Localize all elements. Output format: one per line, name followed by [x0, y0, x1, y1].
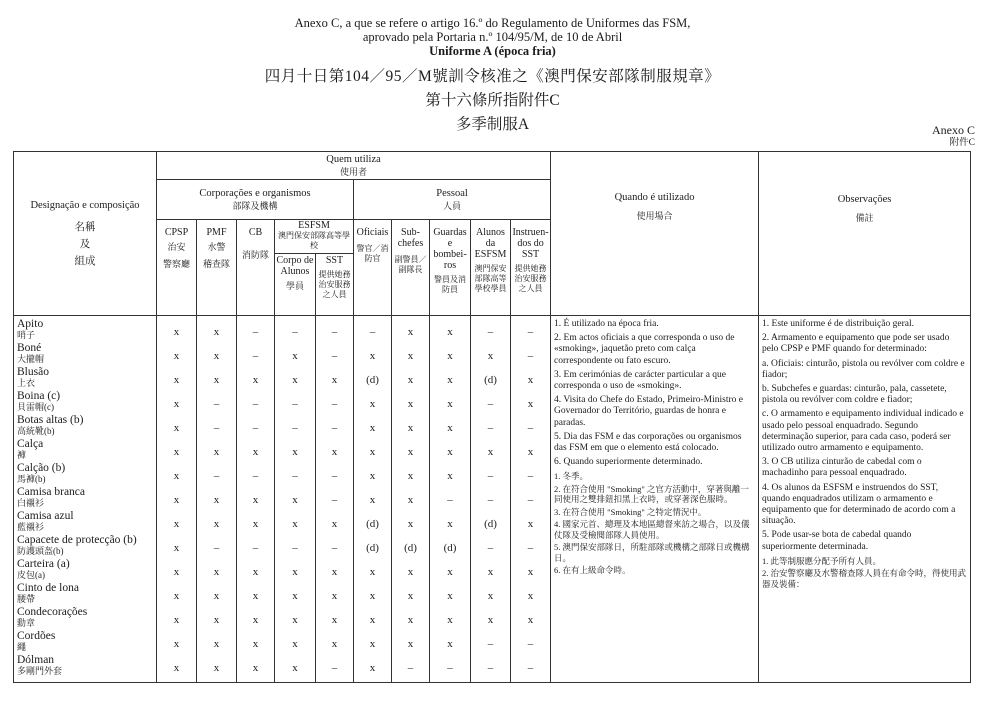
usage-mark: (d)	[366, 542, 379, 554]
usage-mark: x	[407, 326, 414, 338]
usage-mark: x	[292, 518, 298, 530]
usage-mark: x	[252, 614, 259, 626]
usage-mark: x	[447, 470, 453, 482]
designation-header	[14, 152, 157, 316]
note-item: 5. Dia das FSM e das corporações ou organismos das FSM em que o elemento está colocado.	[554, 431, 742, 454]
col-corpo-zh: 學員	[285, 281, 304, 291]
uniform-table	[13, 151, 971, 683]
col-oficiais	[354, 220, 392, 316]
item-name-zh: 上衣	[17, 378, 36, 388]
usage-mark: x	[173, 374, 180, 386]
usage-mark: x	[369, 638, 376, 650]
when-used-label: Quando é utilizado	[614, 192, 695, 203]
usage-mark: –	[331, 350, 338, 362]
col-cb-zh: 消防隊	[241, 250, 269, 260]
when-used-notes	[551, 316, 759, 683]
usage-mark: x	[369, 590, 376, 602]
usage-mark: x	[213, 350, 220, 362]
marks-pmf	[197, 316, 237, 683]
usage-mark: x	[527, 398, 534, 410]
usage-mark: x	[447, 422, 453, 434]
item-row	[17, 511, 153, 535]
item-row	[17, 367, 153, 391]
usage-mark: x	[173, 326, 180, 338]
col-subchefes-label: Sub-chefes	[397, 227, 424, 249]
note-item: 4. Visita do Chefe do Estado, Primeiro-Ministro e Governador do Território, guardas de honra e paradas.	[554, 395, 743, 428]
item-name: Cinto de lona	[17, 582, 79, 594]
item-row	[17, 535, 153, 559]
usage-mark: –	[252, 422, 259, 434]
note-item: 1. É utilizado na época fria.	[554, 319, 659, 329]
note-item: 2. Armamento e equipamento que pode ser usado pelo CPSP e PMF quando for determinado:	[762, 333, 950, 355]
note-item: b. Subchefes e guardas: cinturão, pala, cassetete, pistola ou revólver com coldre e fiador;	[762, 384, 947, 406]
header-line-2: aprovado pela Portaria n.º 104/95/M, de 10 de Abril	[362, 30, 623, 44]
col-instrutores-zh: 提供她務治安服務之人員	[514, 264, 547, 293]
usage-mark: x	[213, 518, 220, 530]
usage-mark: x	[447, 518, 453, 530]
col-oficiais-zh: 警官／消防官	[356, 244, 389, 263]
usage-mark: x	[369, 662, 376, 674]
usage-mark: x	[407, 446, 414, 458]
col-sst-zh: 提供她務治安服務之人員	[318, 270, 351, 299]
item-name-zh: 貝雷帽(c)	[17, 402, 54, 412]
item-name-zh: 藍襯衫	[17, 522, 45, 532]
usage-mark: x	[213, 374, 220, 386]
usage-mark: x	[173, 398, 180, 410]
note-item-zh: 2. 治安警察廳及水警稽查隊人員在有命令時，得使用武器及裝備：	[762, 568, 967, 589]
usage-mark: x	[331, 590, 338, 602]
col-alunos-label: Alunos da ESFSM	[474, 227, 507, 260]
designation-zh-3: 組成	[74, 255, 96, 267]
observations-list	[762, 319, 967, 589]
col-corpo	[275, 254, 316, 316]
item-row	[17, 343, 153, 367]
item-name: Boné	[17, 342, 42, 354]
usage-mark: x	[487, 590, 494, 602]
col-esfsm-zh: 澳門保安部隊高等學校	[278, 231, 350, 250]
usage-mark: –	[527, 326, 534, 338]
usage-mark: –	[292, 326, 298, 338]
when-used-zh: 使用場合	[636, 211, 673, 221]
note-item: 1. Este uniforme é de distribuição geral.	[762, 319, 914, 329]
item-row	[17, 463, 153, 487]
usage-mark: –	[487, 398, 494, 410]
col-pmf-zh1: 水警	[207, 242, 226, 252]
usage-mark: x	[213, 494, 220, 506]
usage-mark: –	[447, 662, 453, 674]
item-row	[17, 631, 153, 655]
item-name: Condecorações	[17, 606, 88, 618]
col-alunos-zh: 澳門保安部隊高等學校學員	[474, 264, 507, 293]
usage-mark: x	[292, 374, 298, 386]
usage-mark: x	[173, 494, 180, 506]
usage-mark: x	[292, 662, 298, 674]
usage-mark: x	[447, 446, 453, 458]
col-instrutores-label: Instruen-dos do SST	[512, 227, 549, 260]
usage-mark: x	[252, 374, 259, 386]
usage-mark: –	[527, 542, 534, 554]
item-name-zh: 防護頭盔(b)	[17, 546, 64, 556]
usage-mark: x	[331, 638, 338, 650]
annex-label-zh: 附件C	[949, 138, 975, 148]
item-row	[17, 655, 153, 679]
item-row	[17, 487, 153, 511]
item-name-zh: 皮包(a)	[17, 570, 45, 580]
item-name: Carteira (a)	[17, 558, 70, 570]
corporations-label: Corporações e organismos	[199, 187, 311, 199]
usage-mark: x	[527, 590, 534, 602]
usage-mark: x	[369, 398, 376, 410]
usage-mark: x	[527, 614, 534, 626]
col-subchefes	[392, 220, 430, 316]
usage-mark: x	[447, 350, 453, 362]
item-name-zh: 多剛門外套	[17, 666, 63, 676]
col-cpsp	[157, 220, 197, 316]
header-line-1: Anexo C, a que se refere o artigo 16.º do Regulamento de Uniformes das FSM,	[294, 16, 691, 30]
marks-corpo	[275, 316, 316, 683]
usage-mark: x	[213, 662, 220, 674]
header-chinese-3: 多季制服A	[455, 116, 530, 133]
item-name: Botas altas (b)	[17, 414, 84, 426]
usage-mark: x	[369, 494, 376, 506]
usage-mark: x	[331, 446, 338, 458]
col-cpsp-label: CPSP	[164, 227, 189, 238]
marks-oficiais	[354, 316, 392, 683]
item-name: Apito	[17, 318, 44, 330]
usage-mark: x	[252, 590, 259, 602]
usage-mark: x	[173, 590, 180, 602]
usage-mark: x	[292, 446, 298, 458]
usage-mark: x	[527, 566, 534, 578]
designation-zh-1: 名稱	[74, 221, 96, 233]
personnel-label: Pessoal	[436, 187, 468, 199]
item-name: Camisa azul	[17, 510, 74, 522]
usage-mark: x	[331, 518, 338, 530]
usage-mark: x	[252, 662, 259, 674]
item-name: Calça	[17, 438, 44, 450]
col-esfsm	[275, 220, 354, 254]
col-corpo-label: Corpo de Alunos	[276, 255, 314, 277]
usage-mark: x	[213, 566, 220, 578]
usage-mark: x	[252, 566, 259, 578]
usage-mark: –	[487, 422, 494, 434]
note-item-zh: 2. 在符合使用 "Smoking" 之官方活動中，穿著與離一同使用之雙排鈕扣黑上衣時，或穿著深色服時。	[554, 483, 749, 505]
usage-mark: –	[331, 494, 338, 506]
usage-mark: –	[331, 542, 338, 554]
note-item-zh: 3. 在符合使用 "Smoking" 之特定情況中。	[554, 506, 707, 517]
usage-mark: x	[331, 614, 338, 626]
corporations-zh: 部隊及機構	[232, 200, 278, 211]
item-name: Capacete de protecção (b)	[17, 534, 137, 546]
usage-mark: x	[213, 590, 220, 602]
col-pmf	[197, 220, 237, 316]
who-uses-header	[157, 152, 551, 180]
item-name: Calção (b)	[17, 462, 66, 474]
item-row	[17, 391, 153, 415]
item-name-zh: 繩	[17, 642, 27, 652]
note-item: 4. Os alunos da ESFSM e instruendos do SST, quando enquadrados utilizam o armamento e equipamento que for determinado de acordo com a situação.	[762, 482, 956, 527]
usage-mark: –	[213, 470, 220, 482]
usage-mark: x	[331, 566, 338, 578]
item-name-zh: 腰帶	[17, 594, 36, 604]
usage-mark: x	[487, 614, 494, 626]
usage-mark: –	[252, 470, 259, 482]
item-name: Camisa branca	[17, 486, 86, 498]
usage-mark: x	[292, 350, 298, 362]
col-guardas	[430, 220, 471, 316]
usage-mark: –	[487, 638, 494, 650]
items-list	[17, 319, 153, 679]
note-item-zh: 1. 此等制服應分配予所有人員。	[762, 555, 882, 566]
usage-mark: –	[213, 398, 220, 410]
usage-mark: –	[331, 422, 338, 434]
usage-mark: –	[527, 350, 534, 362]
note-item: a. Oficiais: cinturão, pistola ou revólver com coldre e fiador;	[762, 358, 965, 380]
item-name-zh: 馬褲(b)	[17, 474, 46, 484]
observations-notes	[759, 316, 971, 683]
col-sst	[316, 254, 354, 316]
usage-mark: x	[369, 614, 376, 626]
item-name: Blusão	[17, 366, 49, 378]
usage-mark: x	[487, 350, 494, 362]
item-name: Cordões	[17, 630, 56, 642]
usage-mark: –	[527, 470, 534, 482]
note-item: 6. Quando superiormente determinado.	[554, 457, 703, 468]
col-pmf-zh2: 稽查隊	[202, 259, 230, 269]
usage-mark: –	[252, 326, 259, 338]
usage-mark: –	[527, 638, 534, 650]
marks-alunos	[471, 316, 511, 683]
note-item-zh: 4. 國家元首、總理及本地區總督來訪之場合，以及儀仗隊及受檢閱部隊人員使用。	[554, 519, 750, 540]
usage-mark: –	[487, 542, 494, 554]
personnel-header	[354, 180, 551, 220]
usage-mark: –	[252, 350, 259, 362]
usage-mark: –	[487, 494, 494, 506]
usage-mark: –	[369, 326, 376, 338]
col-cpsp-zh1: 治安	[167, 242, 186, 252]
who-uses-zh: 使用者	[340, 166, 368, 177]
usage-mark: –	[331, 398, 338, 410]
usage-mark: x	[527, 374, 534, 386]
usage-mark: –	[292, 470, 298, 482]
observations-label: Observações	[837, 194, 892, 205]
usage-mark: –	[407, 662, 414, 674]
item-row	[17, 415, 153, 439]
usage-mark: –	[213, 542, 220, 554]
usage-mark: –	[527, 494, 534, 506]
usage-mark: x	[527, 518, 534, 530]
usage-mark: x	[213, 614, 220, 626]
usage-mark: x	[527, 446, 534, 458]
item-name-zh: 高統靴(b)	[17, 426, 55, 436]
usage-mark: –	[331, 326, 338, 338]
usage-mark: x	[292, 494, 298, 506]
usage-mark: x	[331, 374, 338, 386]
usage-mark: x	[369, 566, 376, 578]
usage-mark: x	[173, 446, 180, 458]
items-column	[14, 316, 157, 683]
usage-mark: x	[173, 566, 180, 578]
usage-mark: x	[369, 350, 376, 362]
item-row	[17, 559, 153, 583]
usage-mark: x	[407, 374, 414, 386]
usage-mark: x	[407, 470, 414, 482]
usage-mark: x	[407, 422, 414, 434]
col-cb-label: CB	[248, 227, 263, 238]
usage-mark: –	[527, 422, 534, 434]
marks-subchefes	[392, 316, 430, 683]
usage-mark: x	[213, 446, 220, 458]
col-instrutores	[511, 220, 551, 316]
item-row	[17, 439, 153, 463]
col-guardas-label: Guardas e bombei-ros	[433, 227, 467, 271]
item-name-zh: 白襯衫	[17, 498, 45, 508]
usage-mark: x	[407, 566, 414, 578]
marks-guardas	[430, 316, 471, 683]
usage-mark: x	[487, 446, 494, 458]
usage-mark: x	[173, 638, 180, 650]
marks-cpsp	[157, 316, 197, 683]
usage-mark: x	[173, 422, 180, 434]
usage-mark: x	[369, 446, 376, 458]
marks-instrutores	[511, 316, 551, 683]
usage-mark: –	[487, 662, 494, 674]
note-item: 2. Em actos oficiais a que corresponda o uso de «smoking», jaquetão preto com calça correspondente ou fato escuro.	[554, 333, 735, 366]
annex-label-pt: Anexo C	[932, 123, 975, 137]
note-item-zh: 6. 在有上級命令時。	[554, 565, 631, 576]
usage-mark: x	[173, 518, 180, 530]
note-item: 3. O CB utiliza cinturão de cabedal com o machadinho para pessoal enquadrado.	[762, 457, 922, 479]
item-name-zh: 大攏帽	[17, 354, 45, 364]
usage-mark: x	[173, 350, 180, 362]
note-item: 3. Em cerimónias de carácter particular a que corresponda o uso de «smoking».	[554, 369, 726, 392]
usage-mark: –	[527, 662, 534, 674]
usage-mark: x	[173, 614, 180, 626]
usage-mark: –	[213, 422, 220, 434]
usage-mark: x	[173, 470, 180, 482]
item-name-zh: 勳章	[17, 618, 36, 628]
usage-mark: x	[407, 638, 414, 650]
usage-mark: x	[407, 590, 414, 602]
usage-mark: x	[173, 542, 180, 554]
item-row	[17, 319, 153, 343]
usage-mark: –	[331, 470, 338, 482]
usage-mark: –	[252, 398, 259, 410]
usage-mark: x	[252, 638, 259, 650]
item-name-zh: 褲	[17, 450, 27, 460]
usage-mark: –	[447, 494, 453, 506]
col-guardas-zh: 警員及消防員	[434, 275, 466, 294]
col-oficiais-label: Oficiais	[356, 227, 389, 238]
item-row	[17, 607, 153, 631]
usage-mark: –	[292, 398, 298, 410]
usage-mark: (d)	[404, 542, 417, 554]
col-subchefes-zh: 副警員／副隊長	[394, 255, 427, 274]
header-chinese-2: 第十六條所指附件C	[425, 92, 560, 109]
usage-mark: –	[252, 542, 259, 554]
usage-mark: x	[292, 638, 298, 650]
usage-mark: x	[252, 518, 259, 530]
usage-mark: x	[369, 470, 376, 482]
usage-mark: x	[447, 566, 453, 578]
note-item: 5. Pode usar-se bota de cabedal quando superiormente determinada.	[762, 530, 912, 552]
usage-mark: x	[447, 590, 453, 602]
usage-mark: x	[213, 638, 220, 650]
personnel-zh: 人員	[443, 200, 462, 211]
usage-mark: –	[292, 542, 298, 554]
col-pmf-label: PMF	[206, 227, 227, 238]
col-esfsm-label: ESFSM	[298, 220, 330, 231]
usage-mark: x	[447, 398, 453, 410]
usage-mark: x	[447, 326, 453, 338]
when-used-header	[551, 152, 759, 316]
usage-mark: (d)	[366, 518, 379, 530]
col-cb	[237, 220, 275, 316]
corporations-header	[157, 180, 354, 220]
note-item-zh: 1. 冬季。	[554, 471, 589, 482]
item-row	[17, 583, 153, 607]
col-sst-label: SST	[325, 255, 344, 266]
item-name: Boina (c)	[17, 390, 61, 402]
usage-mark: x	[292, 590, 298, 602]
usage-mark: x	[173, 662, 180, 674]
observations-zh: 備註	[855, 213, 874, 223]
usage-mark: –	[331, 662, 338, 674]
usage-mark: –	[292, 422, 298, 434]
observations-header	[759, 152, 971, 316]
usage-mark: –	[487, 470, 494, 482]
usage-mark: x	[213, 326, 220, 338]
usage-mark: x	[292, 614, 298, 626]
header-chinese-1: 四月十日第104／95／M號訓令核准之《澳門保安部隊制服規章》	[264, 68, 721, 85]
usage-mark: x	[407, 350, 414, 362]
item-name: Dólman	[17, 654, 55, 666]
usage-mark: –	[487, 326, 494, 338]
usage-mark: (d)	[366, 374, 379, 386]
usage-mark: (d)	[484, 518, 497, 530]
usage-mark: x	[447, 638, 453, 650]
designation-label: Designação e composição	[30, 199, 140, 211]
usage-mark: x	[407, 398, 414, 410]
note-item: c. O armamento e equipamento individual indicado e usado pelo pessoal enquadrado. Segundo determinação superior, para cada caso, poderá ser utilizado outro armamento e equipamento.	[762, 409, 964, 454]
usage-mark: (d)	[484, 374, 497, 386]
marks-sst	[316, 316, 354, 683]
marks-cb	[237, 316, 275, 683]
usage-mark: x	[252, 494, 259, 506]
usage-mark: x	[487, 566, 494, 578]
usage-mark: x	[369, 422, 376, 434]
usage-mark: x	[447, 374, 453, 386]
note-item-zh: 5. 澳門保安部隊日，所駐部隊或機構之部隊日或機構日。	[554, 542, 750, 563]
usage-mark: (d)	[443, 542, 457, 554]
usage-mark: x	[252, 446, 259, 458]
usage-mark: x	[447, 614, 453, 626]
col-alunos	[471, 220, 511, 316]
annex-label	[932, 124, 975, 150]
who-uses-label: Quem utiliza	[326, 153, 381, 165]
usage-mark: x	[292, 566, 298, 578]
usage-mark: x	[407, 614, 414, 626]
item-name-zh: 哨子	[17, 330, 36, 340]
designation-zh-2: 及	[79, 238, 91, 250]
usage-mark: x	[407, 518, 414, 530]
uniform-title: Uniforme A (época fria)	[429, 44, 556, 58]
when-used-list	[554, 319, 755, 576]
usage-mark: x	[407, 494, 414, 506]
col-cpsp-zh2: 警察廳	[162, 259, 190, 269]
